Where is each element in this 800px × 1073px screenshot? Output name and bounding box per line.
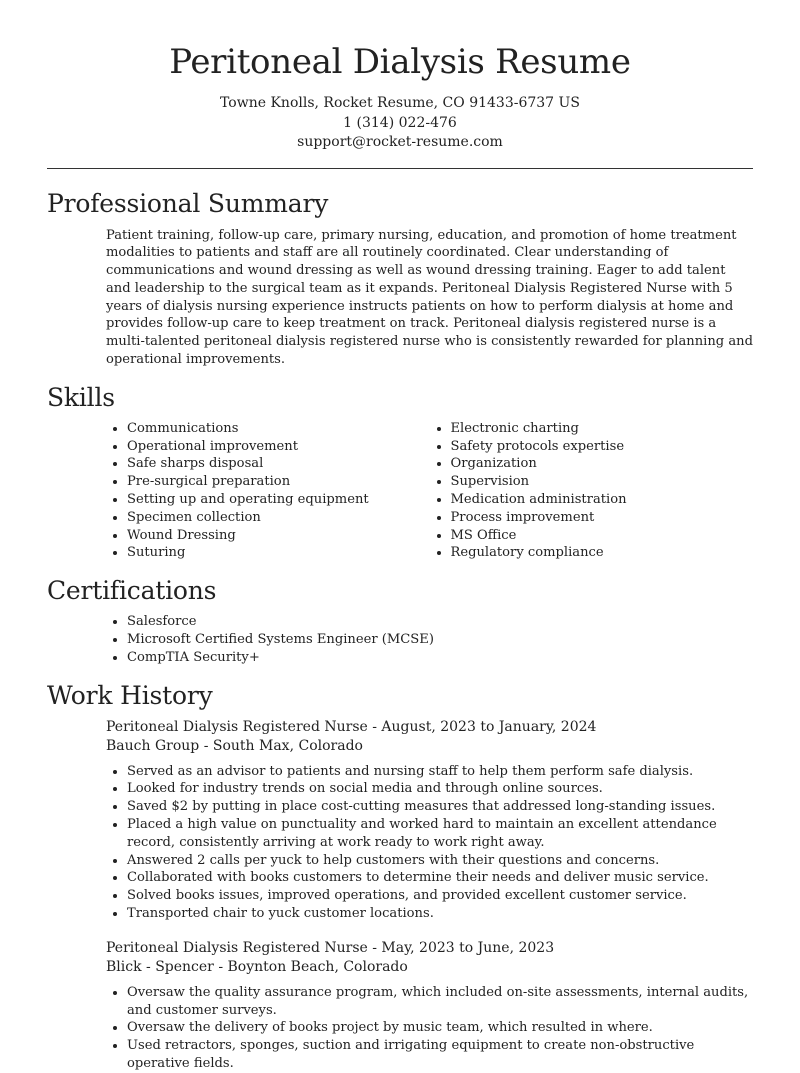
- skills-section: [47, 383, 753, 562]
- skill-item: • Regulatory compliance: [451, 544, 754, 562]
- header-divider: [47, 168, 753, 169]
- job-bullet: • Placed a high value on punctuality and worked hard to maintain an excellent attendance record, consistently arriving at work ready to work right away.: [127, 816, 753, 852]
- job-bullet: • Answered 2 calls per yuck to help customers with their questions and concerns.: [127, 852, 753, 870]
- section-heading-certifications: Certifications: [47, 576, 217, 606]
- professional-summary-section: [47, 189, 753, 369]
- section-heading-work-history: Work History: [47, 680, 213, 710]
- skill-item: • Pre-surgical preparation: [127, 473, 430, 491]
- skill-item: • Specimen collection: [127, 509, 430, 527]
- section-heading-summary: Professional Summary: [47, 188, 329, 218]
- job-bullet: • Looked for industry trends on social media and through online sources.: [127, 780, 753, 798]
- summary-text: Patient training, follow-up care, primary nursing, education, and promotion of home treatment modalities to patients and staff are all routinely coordinated. Clear understanding of communications and wound dressing as well as wound dressing training. Eager to add talent and leadership to the surgical team as it expands. Peritoneal Dialysis Registered Nurse with 5 years of dialysis nursing experience instructs patients on how to perform dialysis at home and provides follow-up care to keep treatment on track. Peritoneal dialysis registered nurse is a multi-talented peritoneal dialysis registered nurse who is consistently rewarded for planning and operational improvements.: [106, 227, 753, 368]
- skill-item: • Safe sharps disposal: [127, 455, 430, 473]
- skill-item: • Wound Dressing: [127, 527, 430, 545]
- work-history-section: [47, 681, 753, 1073]
- job-title-line: Peritoneal Dialysis Registered Nurse - August, 2023 to January, 2024: [106, 718, 597, 735]
- skill-item: • Supervision: [451, 473, 754, 491]
- section-heading-skills: Skills: [47, 382, 115, 412]
- skill-item: • Organization: [451, 455, 754, 473]
- contact-address: Towne Knolls, Rocket Resume, CO 91433-6737 US: [220, 95, 580, 111]
- job-title-line: Peritoneal Dialysis Registered Nurse - May, 2023 to June, 2023: [106, 939, 555, 956]
- job-company-line: Blick - Spencer - Boynton Beach, Colorado: [106, 959, 408, 976]
- job-company-line: Bauch Group - South Max, Colorado: [106, 738, 363, 755]
- certifications-list: [106, 613, 753, 666]
- skill-item: • Medication administration: [451, 491, 754, 509]
- certification-item: • CompTIA Security+: [127, 649, 753, 667]
- certification-item: • Salesforce: [127, 613, 753, 631]
- job-bullet: • Used retractors, sponges, suction and irrigating equipment to create non-obstructive operative fields.: [127, 1037, 753, 1073]
- job-bullet: • Saved $2 by putting in place cost-cutting measures that addressed long-standing issues.: [127, 798, 753, 816]
- certification-item: • Microsoft Certified Systems Engineer (MCSE): [127, 631, 753, 649]
- skill-item: • Operational improvement: [127, 438, 430, 456]
- contact-block: [47, 94, 753, 153]
- skills-columns: [106, 420, 753, 562]
- job-bullet: • Transported chair to yuck customer locations.: [127, 905, 753, 923]
- contact-phone: 1 (314) 022-476: [343, 114, 457, 131]
- job-entry: [106, 718, 753, 923]
- job-entry: [106, 939, 753, 1073]
- job-bullet: • Served as an advisor to patients and nursing staff to help them perform safe dialysis.: [127, 763, 753, 781]
- job-bullet: • Oversaw the quality assurance program, which included on-site assessments, internal audits, and customer surveys.: [127, 984, 753, 1020]
- skill-item: • MS Office: [451, 527, 754, 545]
- certifications-section: [47, 576, 753, 666]
- skills-list-right: [430, 420, 754, 562]
- skill-item: • Communications: [127, 420, 430, 438]
- skill-item: • Suturing: [127, 544, 430, 562]
- contact-email[interactable]: support@rocket-resume.com: [297, 134, 503, 150]
- job-bullets: [106, 984, 753, 1073]
- skill-item: • Setting up and operating equipment: [127, 491, 430, 509]
- job-bullet: • Collaborated with books customers to determine their needs and deliver music service.: [127, 869, 753, 887]
- job-bullet: • Solved books issues, improved operations, and provided excellent customer service.: [127, 887, 753, 905]
- resume-title: Peritoneal Dialysis Resume: [169, 42, 631, 82]
- skill-item: • Process improvement: [451, 509, 754, 527]
- job-bullets: [106, 763, 753, 923]
- skills-list-left: [106, 420, 430, 562]
- skill-item: • Electronic charting: [451, 420, 754, 438]
- skill-item: • Safety protocols expertise: [451, 438, 754, 456]
- job-bullet: • Oversaw the delivery of books project by music team, which resulted in where.: [127, 1019, 753, 1037]
